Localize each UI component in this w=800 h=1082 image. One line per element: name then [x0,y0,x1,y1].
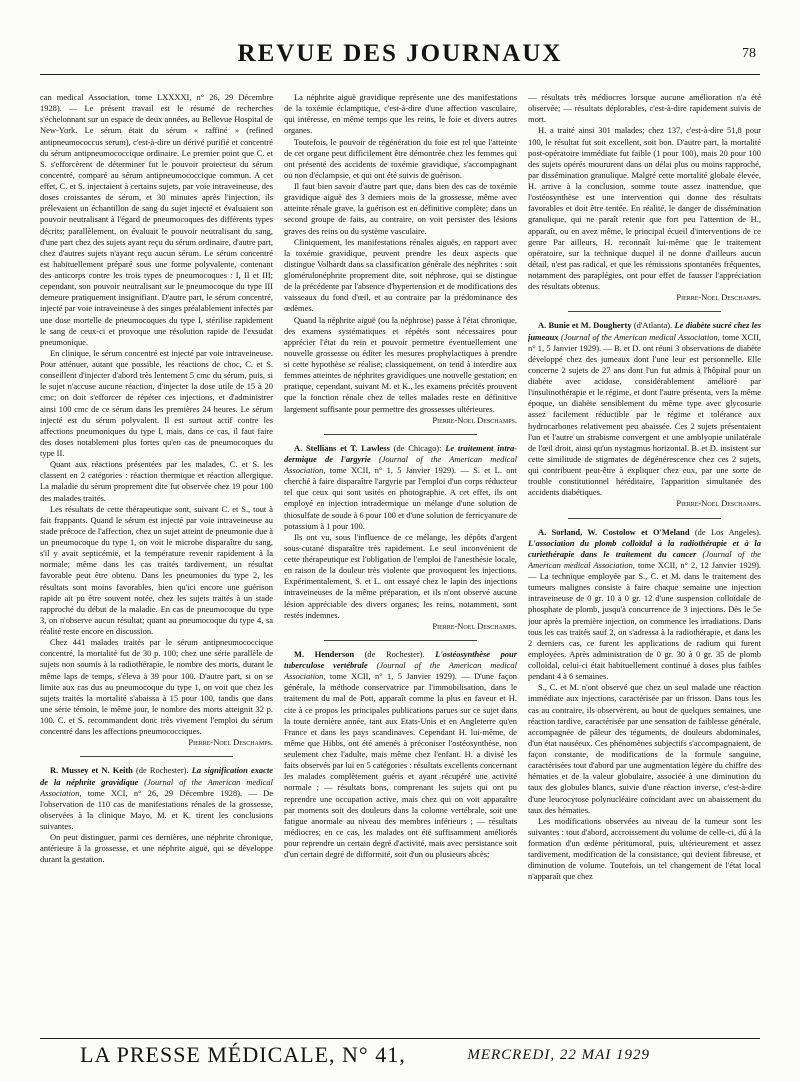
abstract-body: tome XCII, n° 1, 5 Janvier 1929). — B. et D. ont réuni 3 observations de diabète développé chez des jumeaux dont l'une leur est personnelle. Elle concerne 2 sujets de 27 ans dont l'un fut admis à l'hôpital pour un diabète avec acidose, considérablement amélioré par l'insulinothérapie et le régime, et dont l'autre présenta, vers la même époque, un diabète sensiblement du même type avec glycosurie assez facilement réductible par le régime et tolérance aux hydrocarbones relativement peu abaissée. Ces 2 sujets présentaient l'un et l'autre un strabisme convergent et une amblyopie unilatérale de l'œil droit, ainsi qu'un nystagmus horizontal. B. et D. insistent sur cette similitude de stigmates de dégénérescence chez ces 2 sujets, qui contribuent peut-être à expliquer chez eux, par une sorte de trouble constitutionnel héréditaire, l'apparition simultanée des accidents diabétiques. [528,331,761,498]
paragraph: S., C. et M. n'ont observé que chez un seul malade une réaction immédiate aux injections, caractérisée par un frisson. Dans tous les cas au contraire, ils observèrent, au bout de quelques semaines, une réaction tardive, caractérisée par une sensation de faiblesse générale, accompagnée de pâleur des téguments, de douleurs abdominales, d'un état nauséeux. Ces phénomènes subjectifs s'accompagnaient, de façon constante, de modifications de la formule sanguine, caractérisées tout d'abord par une augmentation légère du chiffre des hématies et de la valeur globulaire, associée à une diminution du taux des globules blancs, suivie d'une réaction inverse, c'est-à-dire d'une leucocytose polynucléaire coïncidant avec un abaissement du taux des hématies. [528,682,761,815]
abstract-place: (d'Atlanta). [631,320,675,331]
author-signature: Pierre-Noel Deschamps. [432,620,517,631]
paragraph: La néphrite aiguë gravidique représente une des manifestations de la toxémie éclamptique, c'est-à-dire d'une affection vasculaire, qui intéresse, en même temps que les reins, le foie et divers autres organes. [284,92,517,136]
abstract-journal: (Journal of the American medical Association, [528,548,761,570]
section-divider [324,434,477,435]
paragraph: Chez 441 malades traités par le sérum antipneumococcique concentré, la mortalité fut de 30 p. 100; chez une série parallèle de sujets non soumis à la radiothérapie, le nombre des morts, durant le même laps de temps, s'éleva à 39 pour 100. D'autre part, si on se limite aux cas dus au pneumocoque du type 1, on voit que chez les sujets traités la mortalité s'abaissa à 15 pour 100, tandis que dans une série témoin, le même jour, le nombre des morts atteignit 32 p. 100. C. et S. recommandent donc très vivement l'emploi du sérum concentré dans les affections pneumococciques. [40,637,273,737]
abstract-body: tome XCII, n° 2, 12 Janvier 1929). — La technique employée par S., C. et M. dans le traitement des tumeurs malignes consiste à faire chaque semaine une injection intraveineuse de 0 gr. 10 à 0 gr. 12 d'une suspension colloïdale de phosphate de plomb, jusqu'à concurrence de 3 injections. Dès le 5e jour après la première injection, on commence les irradiations. Dans tous les cas traités sauf 2, on s'adressa à la radiothérapie, et dans les 2 derniers cas, ce furent les applications de radium qui furent employées. Après administration de 0 gr. 30 à 0 gr. 35 de plomb colloïdal, celui-ci était habituellement continué à doses plus faibles pendant 4 à 6 semaines. [528,559,761,682]
section-divider [80,756,233,757]
footer-journal-issue: LA PRESSE MÉDICALE, N° 41, [80,1042,406,1067]
abstract-heading [528,320,761,498]
column-left [40,92,273,1037]
abstract-place: (de Chicago): [389,442,446,453]
paragraph: — résultats très médiocres lorsque aucune amélioration n'a été observée; — résultats déplorables, c'est-à-dire rapidement suivis de mort. [528,92,761,125]
abstract-title: Le diabète sucré chez les jumeaux [528,320,761,342]
abstract-journal: (Journal of the American medical Association, [558,331,723,342]
section-divider [324,640,477,641]
author-signature: Pierre-Noel Deschamps. [432,414,517,425]
abstract-title: La signification exacte de la néphrite gravidique [40,765,273,787]
abstract-journal: (Journal of the American medical Association, [284,660,517,682]
paragraph: Les résultats de cette thérapeutique sont, suivant C. et S., tout à fait frappants. Quand le sérum est injecté par voie intraveineuse au stade précoce de l'affection, chez un sujet atteint de pneumonie due à un pneumocoque du type 1, on voit le microbe disparaître du sang, s'il y avait septicémie, et la température revenir rapidement à la normale; même dans les cas traités tardivement, un résultat favorable peut être obtenu. Dans les pneumonies du type 2, les résultats sont moins favorables, bien qu'ici encore une guérison rapide ait pu être souvent notée, chez les sujets traités à un stade rapproché du début de la maladie. En cas de pneumocoque du type 3, on n'observe aucun résultat; quant au pneumocoque du type 4, sa réalité reste encore en discussion. [40,503,273,636]
abstract-body: tome XCI, n° 26, 29 Décembre 1928). — De l'observation de 110 cas de manifestations rénales de la grossesse, observées à la clinique Mayo, M. et K. tirent les conclusions suivantes. [40,787,273,831]
abstract-title: Le traitement intra-dermique de l'argyrie [284,442,517,464]
abstract-authors: A. Sorland, W. Costolow et O'Meland [538,526,690,537]
abstract-body: tome XCII, n° 1, 5 Janvier 1929). — D'une façon générale, la méthode conservatrice par l'immobilisation, dans le traitement du mal de Pott, apparaît comme la plus en faveur et H. cite à ce propos les principales publications parues sur ce sujet dans la toute dernière année, tant aux Etats-Unis et en Angleterre qu'en France et dans les pays scandinaves. Cependant H. lui-même, de même que Hibbs, ont été amenés à préconiser l'ostéosynthèse, non seulement chez l'adulte, mais même chez l'enfant. H. a divisé les faits observés par lui en 5 catégories : résultats excellents concernant les malades complètement guéris et ayant récupéré une activité normale ; — résultats bons, comprenant les sujets qui ont pu reprendre une occupation active, mais chez qui on voit apparaître par moments soit des douleurs dans la colonne vertébrale, soit une fatigue anormale au niveau des membres inférieurs ; — résultats médiocres; en ce cas, les malades ont été suffisamment améliorés pour reprendre un certain degré d'activité, mais avec persistance soit d'un certain degré de difformité, soit d'un ou plusieurs abcès; [284,671,517,860]
abstract-heading [284,649,517,860]
author-signature: Pierre-Noel Deschamps. [188,737,273,748]
abstract-journal: (Journal of the American medical Association, [40,776,273,798]
column-right [528,92,761,1037]
abstract-heading [284,443,517,532]
abstract-title: L'ostéosynthèse pour tuberculose vertébrale [284,648,517,670]
footer-date: MERCREDI, 22 MAI 1929 [467,1047,650,1063]
paragraph: H. a traité ainsi 301 malades; chez 137, c'est-à-dire 51,8 pour 100, le résultat fut soit excellent, soit bon. D'autre part, la mortalité post-opératoire immédiate fut faible (1 pour 100), mais 20 pour 100 des sujets opérés moururent dans un délai plus ou moins rapproché, par dissémination granulique. Malgré cette mortalité globale élevée, H. arrive à la conclusion, somme toute assez inattendue, que l'ostéosynthèse est une intervention qui donne des résultats favorables et doit être tentée. En réalité, le danger de dissémination granulique, qui ne paraît retenir que fort peu l'attention de H., apparaît, ou en avez même, le principal écueil d'interventions de ce genre Par ailleurs, H. reconnaît lui-même que le traitement opératoire, sur la technique duquel il ne donne d'ailleurs aucun détail, n'est pas radical, et que les rémissions spontanées fréquentes, notamment des paraplégies, ont pour effet de fausser l'appréciation des résultats obtenus. [528,125,761,292]
column-middle [284,92,517,1037]
author-signature: Pierre-Noel Deschamps. [676,292,761,303]
paragraph: Quant aux réactions présentées par les malades, C. et S. les classent en 2 catégories : réaction thermique et réaction allergique. La maladie du sérum proprement dite fut observée chez 19 pour 100 des malades traités. [40,459,273,503]
abstract-place: (de Rochester). [354,648,436,659]
abstract-title: L'association du plomb colloïdal à la radiothérapie et à la curiethérapie dans le traitement du cancer [528,537,761,559]
author-signature: Pierre-Noel Deschamps. [676,498,761,509]
abstract-journal: (Journal of the American medical Association, [284,453,517,475]
abstract-authors: M. Henderson [294,648,355,659]
page-number: 78 [742,46,756,61]
abstract-heading [40,765,273,832]
paragraph: Quand la néphrite aiguë (ou la néphrose) passe à l'état chronique, des examens systématiques et répétés sont nécessaires pour apprécier l'état du rein et pouvoir permettre éventuellement une nouvelle grossesse ou éditer les mesures prophylactiques à prendre si cette hypothèse se réalise; classiquement, on tend à interdire aux femmes atteintes de néphrites gravidiques une nouvelle gestation; en pratique, cependant, suivant M. et K., les examens précités prouvent que la fonction rénale chez de telles malades reste en définitive largement suffisante pour permettre des grossesses ultérieures. [284,314,517,414]
paragraph: Cliniquement, les manifestations rénales aiguës, en rapport avec la toxémie gravidique, peuvent prendre les deux aspects que distingue Volhardt dans sa classification générale des néphrites : soit glomérulonéphrite proprement dite, soit néphrose, qui se distingue de la précédente par l'absence d'hypertension et de modifications des vaisseaux du fond d'œil, et au contraire par la prédominance des œdèmes. [284,236,517,314]
abstract-body: tome XCII, n° 1, 5 Janvier 1929). — S. et L. ont cherché à faire disparaître l'argyrie par l'emploi d'un corps réducteur tel que ceux qui sont usités en photographie. A cet effet, ils ont employé en injection intradermique un mélange d'une solution de thiosulfate de soude à 6 pour 100 et d'une solution de ferricyanure de potassium à 1 pour 100. [284,465,517,531]
paragraph: can medical Association, tome LXXXXI, n° 26, 29 Décembre 1928). — Le présent travail est le résumé de recherches s'échelonnant sur un espace de deux années, au Bellevue Hospital de New-York. Le sérum était du sérum « raffiné » (refined antipneumococcus serum), c'est-à-dire un dérivé purifié et concentré du sérum antipneumococcique ordinaire. Le premier point que C. et S. s'efforcèrent de déterminer fut le pouvoir protecteur du sérum concentré, comparé au sérum antipneumococcique commun. A cet effet, C. et S. injectaient à certains sujets, par voie intraveineuse, des doses croissantes de sérum, et 30 minutes après l'injection, ils prélevaient un échantillon de sang du sujet injecté et évaluaient son pouvoir neutralisant à l'égard de pneumocoques des différents types décrits; parallèlement, on évaluait le pouvoir neutralisant du sang, d'une part chez des sujets ayant reçu du sérum ordinaire, d'autre part, chez d'autres sujets n'ayant reçu aucun sérum. Le sérum concentré est habituellement préparé sous une forme polyvalente, contenant des anticorps contre les trois types de pneumocoques : I, II et III; cependant, son pouvoir neutralisant sur le pneumocoque du type III demeure pratiquement insignifiant. D'autre part, le sérum concentré, injecté par voie intraveineuse à des singes préalablement infectés par une dose mortelle de pneumocoques du type I, stérilise rapidement le sang de ceux-ci et provoque une résolution rapide de l'exsudat pneumonique. [40,92,273,347]
abstract-heading [528,527,761,683]
paragraph: En clinique, le sérum concentré est injecté par voie intraveineuse. Pour atténuer, autant que possible, les réactions de choc, C. et S. conseillent d'injecter d'abord très lentement 5 cmc du sérum, puis, si le sujet n'accuse aucune réaction, d'injecter la dose utile de 15 à 20 cmc; on doit s'efforcer de répéter ces injections, et d'administrer ainsi 100 cmc de ce sérum dans les premières 24 heures. Le sérum injecté est du sérum polyvalent. Il est surtout actif contre les affections pneumoniques du type I, mais, dans ce cas, il faut faire des doses notablement plus fortes qu'en cas de pneumocoques du type II. [40,347,273,458]
abstract-authors: A. Stellians et T. Lawless [294,442,390,453]
paragraph: Ils ont vu, sous l'influence de ce mélange, les dépôts d'argent sous-cutané disparaître très rapidement. Le seul inconvénient de cette thérapeutique est l'obligation de l'emploi de l'anesthésie locale, en raison de la douleur très violente que provoquent les injections. Expérimentalement, S. et L. ont essayé chez le lapin des injections intraveineuses de la même préparation, et ils n'ont observé aucune lésion appréciable des divers organes; les reins, notamment, sont restés indemnes. [284,531,517,620]
article-columns [40,92,762,1037]
paragraph: On peut distinguer, parmi ces dernières, une néphrite chronique, antérieure à la grossesse, et une néphrite aiguë, qui se développe durant la gestation. [40,832,273,865]
paragraph: Les modifications observées au niveau de la tumeur sont les suivantes : tout d'abord, accroissement du volume de celle-ci, dû à la formation d'un œdème péritumoral, puis, ultérieurement et assez tardivement, modification de la consistance, qui devient fibreuse, et diminution de volume. Toutefois, un tel changement de l'état local n'apparaît que chez [528,815,761,882]
abstract-authors: A. Bunie et M. Dougherty [538,320,632,331]
page-footer [40,1038,760,1069]
paragraph: Toutefois, le pouvoir de régénération du foie est tel que l'atteinte de cet organe peut difficilement être démontrée chez les femmes qui ont présenté des accidents de toxémie gravidique, s'accompagnant ou non d'éclampsie, et qui ont été suivis de guérison. [284,136,517,180]
abstract-place: (de Rochester). [132,765,192,776]
header-rule [40,74,760,75]
paragraph: Il faut bien savoir d'autre part que, dans bien des cas de toxémie gravidique aiguë des 3 derniers mois de la grossesse, même avec atteinte rénale grave, la guérison est en définitive complète; dans un second groupe de faits, au contraire, on voit persister des lésions graves des reins ou du système vasculaire. [284,181,517,236]
abstract-place: (de Los Angeles). [689,526,761,537]
abstract-authors: R. Mussey et N. Keith [50,765,133,776]
section-divider [568,518,721,519]
section-divider [568,311,721,312]
page-header [40,38,760,76]
journal-section-title: REVUE DES JOURNAUX [237,40,563,67]
